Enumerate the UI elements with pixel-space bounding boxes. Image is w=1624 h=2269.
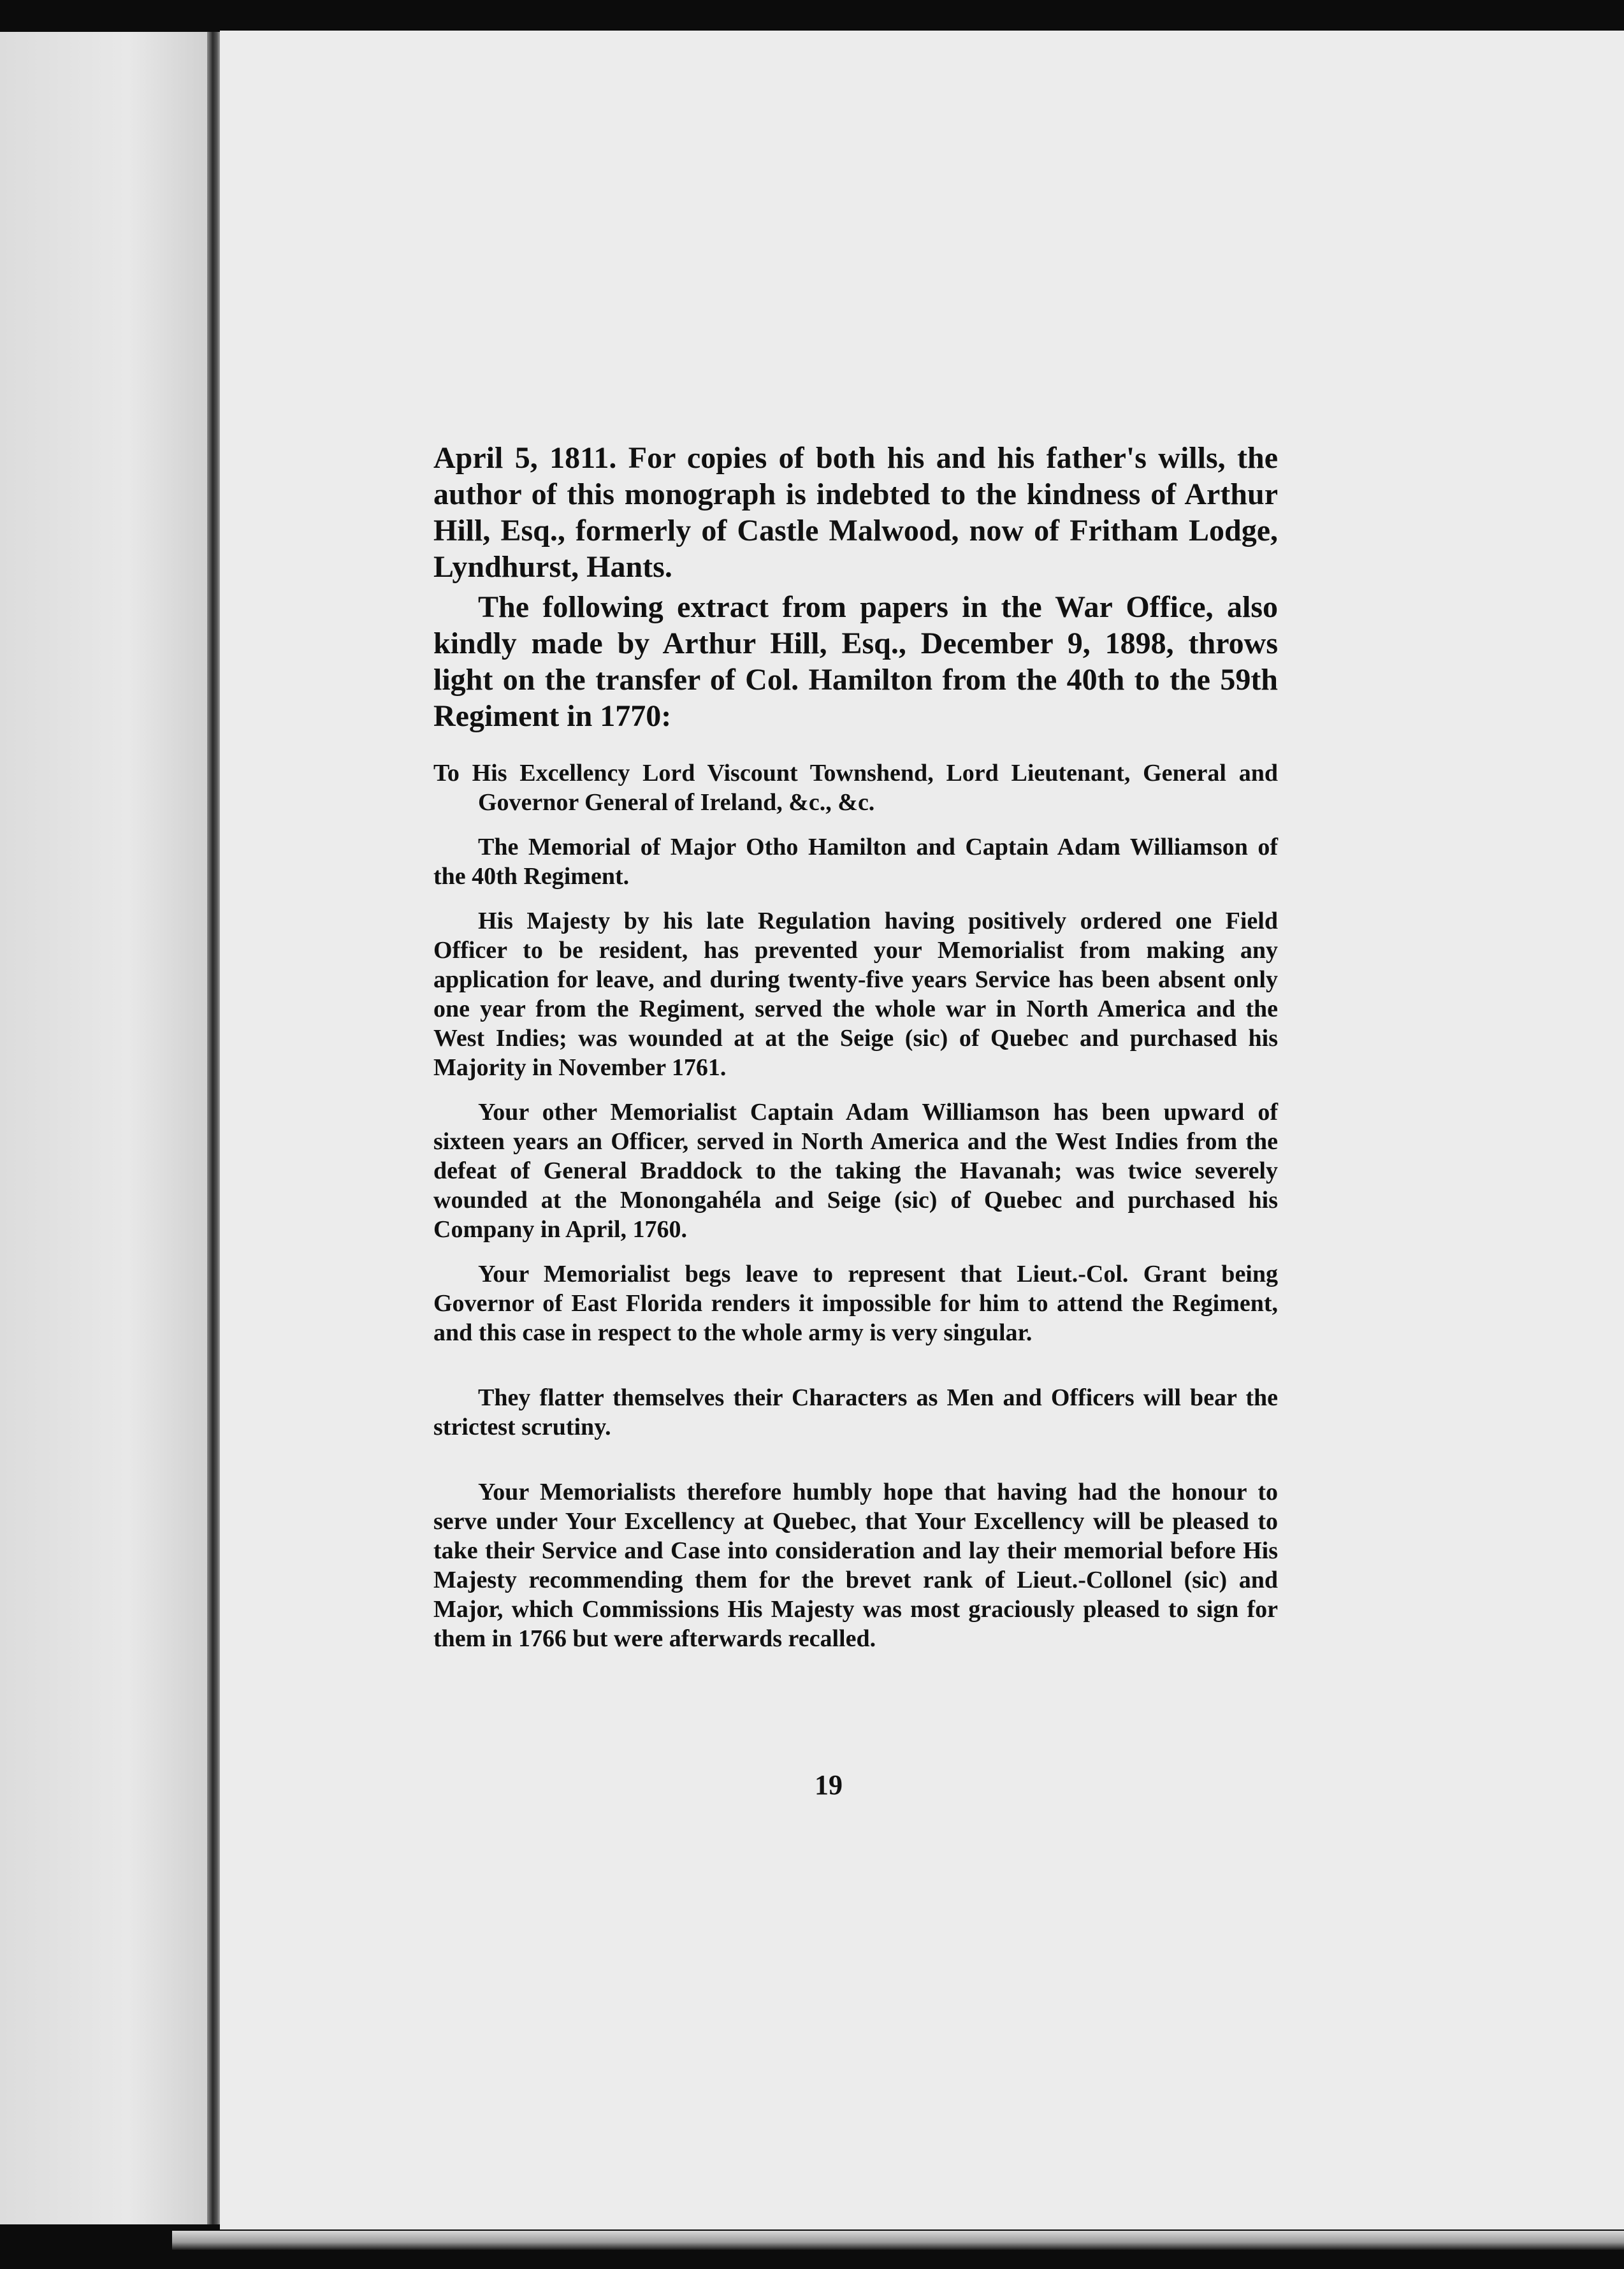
paragraph-war-office-extract: The following extract from papers in the War Office, also kindly made by Arthur Hill, Esq., December 9, 1898, throws light on the transfer of Col. Hamilton from the 40th to the 59th Regiment in 1770: — [433, 590, 1278, 733]
memorial-heading: The Memorial of Major Otho Hamilton and Captain Adam Williamson of the 40th Regiment. — [433, 834, 1278, 890]
paragraph-wills: April 5, 1811. For copies of both his and his father's wills, the author of this monograph is indebted to the kindness of Arthur Hill, Esq., formerly of Castle Malwood, now of Fritham Lodge, Lyndhurst, Hants. — [433, 441, 1278, 584]
memorial-address: To His Excellency Lord Viscount Townshend, Lord Lieutenant, General and Governor General of Ireland, &c., &c. — [433, 760, 1278, 816]
memorial-paragraph-williamson: Your other Memorialist Captain Adam Williamson has been upward of sixteen years an Officer, served in North America and the West Indies from the defeat of General Braddock to the taking the Havanah; was twice severely wounded at the Monongahéla and Seige (sic) of Quebec and purchased his Company in April, 1760. — [433, 1099, 1278, 1243]
book-gutter — [207, 32, 221, 2224]
facing-page — [0, 32, 214, 2224]
page-bottom-edge — [172, 2231, 1624, 2250]
memorial-paragraph-request: Your Memorialists therefore humbly hope that having had the honour to serve under Your Excellency at Quebec, that Your Excellency will be pleased to take their Service and Case into consideration and lay their memorial before His Majesty recommending them for the brevet rank of Lieut.-Collonel (sic) and Major, which Commissions His Majesty was most graciously pleased to sign for them in 1766 but were afterwards recalled. — [433, 1479, 1278, 1652]
page-number: 19 — [815, 1769, 843, 1801]
memorial-paragraph-grant: Your Memorialist begs leave to represent that Lieut.-Col. Grant being Governor of East Florida renders it impossible for him to attend the Regiment, and this case in respect to the whole army is very singular. — [433, 1261, 1278, 1346]
memorial-paragraph-characters: They flatter themselves their Characters as Men and Officers will bear the strictest scrutiny. — [433, 1384, 1278, 1440]
memorial-paragraph-hamilton: His Majesty by his late Regulation having positively ordered one Field Officer to be resident, has prevented your Memorialist from making any application for leave, and during twenty-five years Service has been absent only one year from the Regiment, served the whole war in North America and the West Indies; was wounded at at the Seige (sic) of Quebec and purchased his Majority in November 1761. — [433, 908, 1278, 1081]
text-block — [433, 440, 1278, 1653]
